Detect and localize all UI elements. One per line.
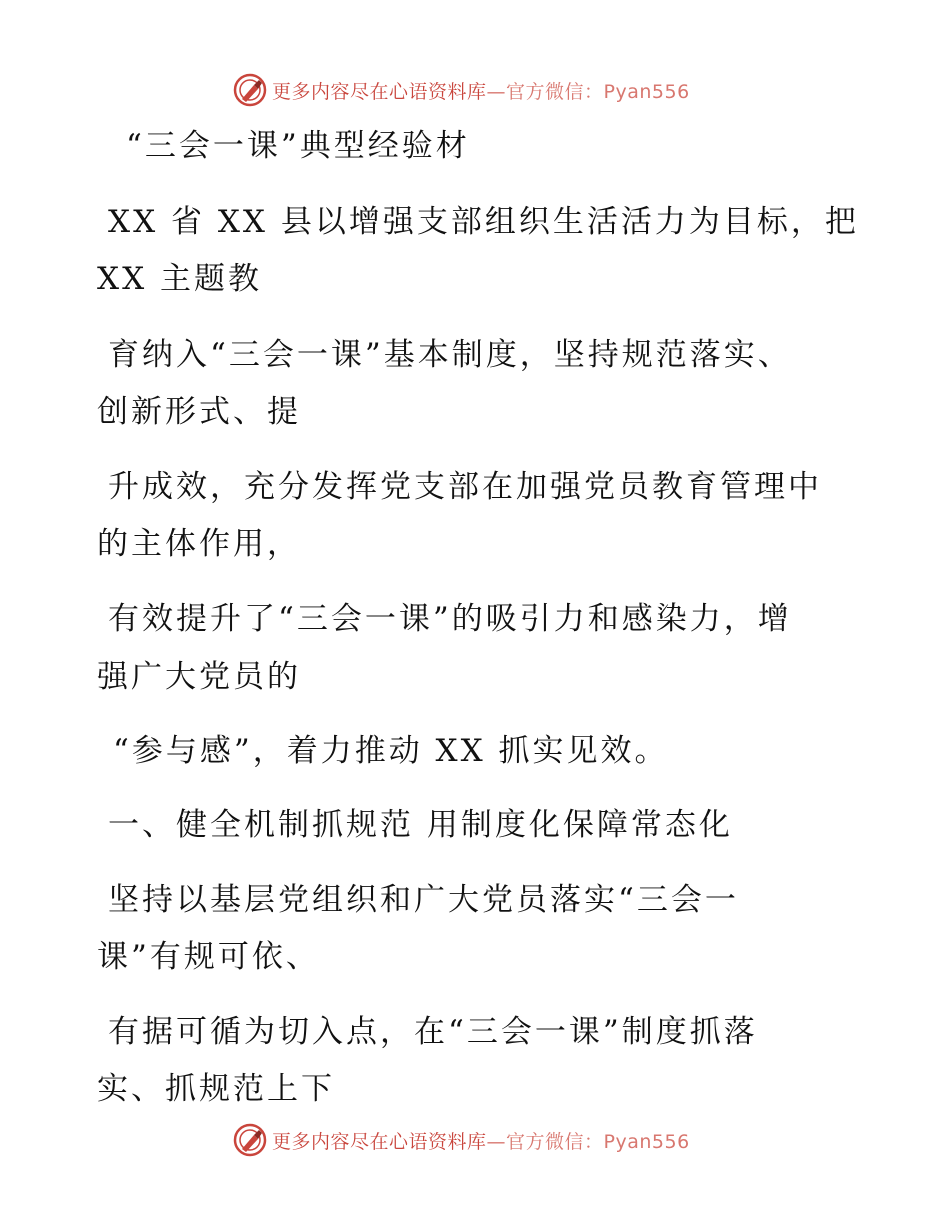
pen-logo-icon: [232, 1122, 268, 1158]
watermark-brand: 更多内容尽在心语资料库: [272, 1130, 487, 1153]
pen-logo-icon: [232, 72, 268, 108]
paragraph-line: 有效提升了“三会一课”的吸引力和感染力，增: [108, 601, 792, 637]
watermark-text: [272, 1127, 690, 1154]
watermark-dash: —: [486, 1130, 507, 1153]
paragraph-line: “参与感”，着力推动 XX 抓实见效。: [113, 733, 669, 769]
watermark-text: [272, 77, 690, 104]
watermark-contact: 官方微信：Pyan556: [506, 80, 690, 103]
watermark-footer: [232, 1120, 712, 1160]
paragraph-line: XX 主题教: [97, 261, 262, 297]
paragraph-line: 有据可循为切入点，在“三会一课”制度抓落: [108, 1014, 758, 1050]
watermark-header: [232, 70, 712, 110]
paragraph-line: 的主体作用，: [97, 526, 301, 562]
paragraph-line: 坚持以基层党组织和广大党员落实“三会一: [108, 882, 739, 918]
watermark-brand: 更多内容尽在心语资料库: [272, 80, 487, 103]
paragraph-line: XX 省 XX 县以增强支部组织生活活力为目标，把: [108, 204, 859, 240]
paragraph-line: 课”有规可依、: [97, 939, 320, 975]
document-title: “三会一课”典型经验材: [126, 128, 470, 164]
paragraph-line: 强广大党员的: [97, 659, 301, 695]
paragraph-line: 实、抓规范上下: [97, 1071, 335, 1107]
paragraph-line: 创新形式、提: [97, 394, 301, 430]
paragraph-line: 育纳入“三会一课”基本制度，坚持规范落实、: [108, 337, 792, 373]
watermark-contact: 官方微信：Pyan556: [506, 1130, 690, 1153]
paragraph-line: 升成效，充分发挥党支部在加强党员教育管理中: [108, 469, 822, 505]
section-heading: 一、健全机制抓规范 用制度化保障常态化: [108, 807, 733, 843]
watermark-dash: —: [486, 80, 507, 103]
